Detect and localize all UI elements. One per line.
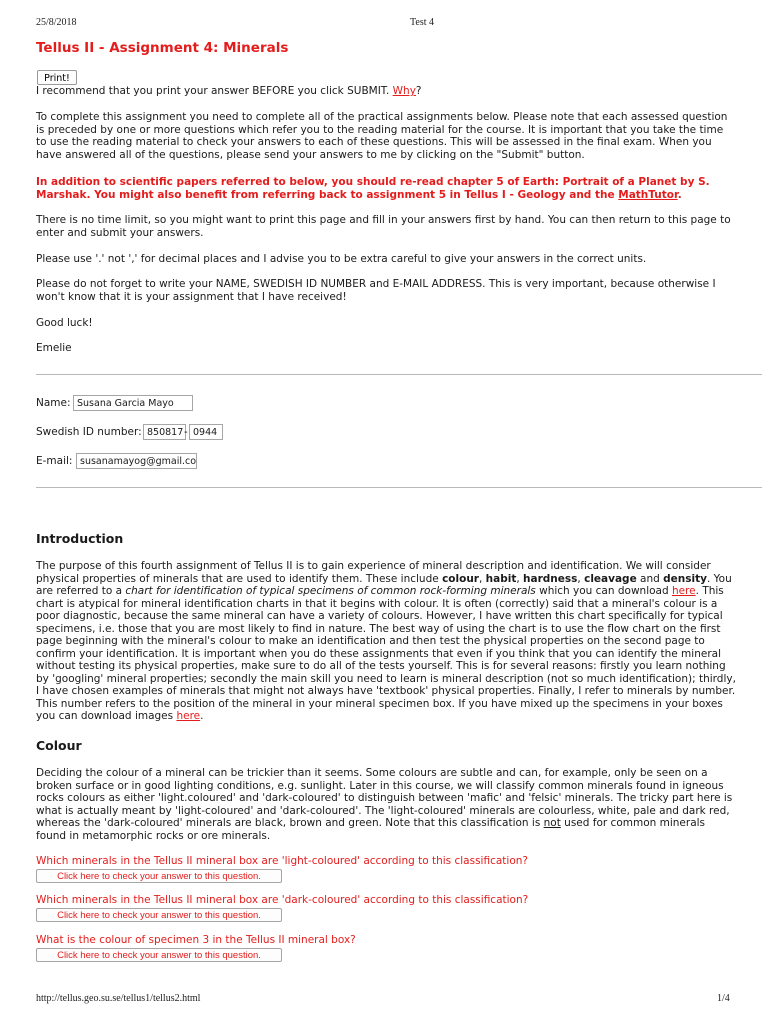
page-title: Tellus II - Assignment 4: Minerals <box>36 40 289 56</box>
good-luck: Good luck! <box>36 317 93 329</box>
name-input[interactable]: Susana Garcia Mayo <box>73 395 193 411</box>
swedish-id-part2-input[interactable]: 0944 <box>189 424 223 440</box>
time-limit-paragraph: There is no time limit, so you might want to print this page and fill in your answers first by hand. You can then return to this page to enter and submit your answers. <box>36 214 731 239</box>
check-answer-button[interactable]: Click here to check your answer to this question. <box>36 869 282 883</box>
id-separator: - <box>184 426 188 438</box>
decimal-note: Please use '.' not ',' for decimal places and I advise you to be extra careful to give your answers in the correct units. <box>36 253 647 265</box>
name-note: Please do not forget to write your NAME, SWEDISH ID NUMBER and E-MAIL ADDRESS. This is very important, because otherwise I won't know that it is your assignment that I have received! <box>36 278 716 303</box>
email-input[interactable]: susanamayog@gmail.co <box>76 453 197 469</box>
introduction-heading: Introduction <box>36 531 124 546</box>
swedish-id-label: Swedish ID number: <box>36 426 142 438</box>
print-page-number: 1/4 <box>717 993 730 1004</box>
print-button[interactable]: Print! <box>37 70 77 85</box>
images-download-link[interactable]: here <box>176 710 201 722</box>
introduction-paragraph: The purpose of this fourth assignment of Tellus II is to gain experience of mineral description and identification. We will consider physical properties of minerals that are used to identify them. These include colour, habit, hardness, cleavage and density. You are referred to a chart for identification of typical specimens of common rock-forming minerals which you can download here. This chart is atypical for mineral identification charts in that it begins with colour. It is often (correctly) said that a mineral's colour is a poor diagnostic, because the same mineral can have a variety of colours. However, I have written this chart specifically for typical specimens, i.e. those that you are most likely to find in nature. The best way of using the chart is to use the flow chart on the first page beginning with the mineral's colour to make an identification and then test the physical properties on the second page to confirm your identification. It is important when you do these assignments that even if you think that you can identify the mineral without testing its physical properties, make sure to do all of the tests yourself. This is for several reasons: firstly you learn nothing by 'googling' mineral properties; secondly the main skill you need to learn is mineral description (not so much identification); thirdly, I have chosen examples of minerals that might not always have 'textbook' physical properties. Finally, I refer to minerals by number. This number refers to the position of the mineral in your mineral specimen box. If you have mixed up the specimens in your boxes you can download images here. <box>36 560 736 722</box>
signature: Emelie <box>36 342 72 354</box>
name-label: Name: <box>36 397 71 409</box>
why-link[interactable]: Why <box>392 85 416 97</box>
question-text: What is the colour of specimen 3 in the Tellus II mineral box? <box>36 934 356 946</box>
chart-download-link[interactable]: here <box>671 585 696 597</box>
divider <box>36 374 762 375</box>
email-label: E-mail: <box>36 455 73 467</box>
instructions-paragraph: To complete this assignment you need to complete all of the practical assignments below. Please note that each assessed question is preceded by one or more questions which refer you to the reading material for the course. It is important that you take the time to use the reading material to check your answers to each of these questions. This will be assessed in the final exam. When you have answered all of the questions, please send your answers to me by clicking on the "Submit" button. <box>36 111 728 161</box>
check-answer-button[interactable]: Click here to check your answer to this question. <box>36 948 282 962</box>
check-answer-button[interactable]: Click here to check your answer to this question. <box>36 908 282 922</box>
divider <box>36 487 762 488</box>
colour-heading: Colour <box>36 738 82 753</box>
question-text: Which minerals in the Tellus II mineral box are 'dark-coloured' according to this classification? <box>36 894 529 906</box>
notice-paragraph: In addition to scientific papers referred to below, you should re-read chapter 5 of Earth: Portrait of a Planet by S. Marshak. You might also benefit from referring back to assignment 5 in Tellus I - Geology and the MathTutor. <box>36 176 710 201</box>
question-text: Which minerals in the Tellus II mineral box are 'light-coloured' according to this classification? <box>36 855 528 867</box>
mathtutor-link[interactable]: MathTutor <box>618 188 678 201</box>
swedish-id-part1-input[interactable]: 850817 <box>143 424 186 440</box>
print-date: 25/8/2018 <box>36 17 77 28</box>
colour-paragraph: Deciding the colour of a mineral can be trickier than it seems. Some colours are subtle and can, for example, only be seen on a broken surface or in good lighting conditions, e.g. sunlight. Later in this course, we will classify common minerals found in igneous rocks colours as either 'light.coloured' and 'dark-coloured' to distinguish between 'mafic' and 'felsic' minerals. The tricky part here is what is actually meant by 'light-coloured' and 'dark-coloured'. The 'light-coloured' minerals are colourless, white, pale and dark red, whereas the 'dark-coloured' minerals are black, brown and green. Note that this classification is not used for common minerals found in metamorphic rocks or ore minerals. <box>36 767 733 842</box>
recommend-text: I recommend that you print your answer BEFORE you click SUBMIT. Why? <box>36 85 422 97</box>
print-url: http://tellus.geo.su.se/tellus1/tellus2.html <box>36 993 201 1004</box>
print-page-title: Test 4 <box>410 17 435 28</box>
